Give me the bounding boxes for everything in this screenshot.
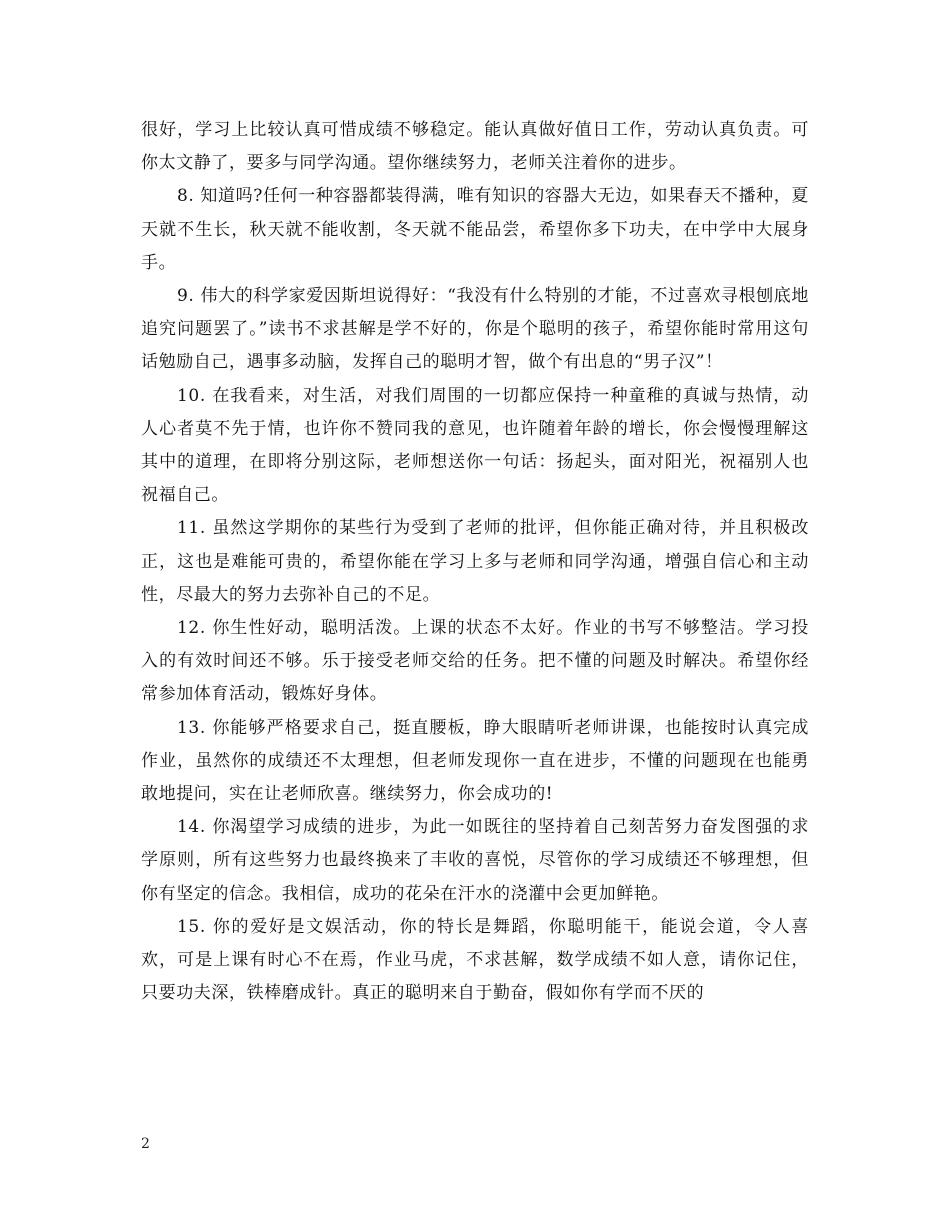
paragraph-item-14: 14. 你渴望学习成绩的进步，为此一如既往的坚持着自己刻苦努力奋发图强的求学原则，所有这些努力也最终换来了丰收的喜悦，尽管你的学习成绩还不够理想，但你有坚定的信念。我相信，成功的花朵在汗水的浇灌中会更加鲜艳。 [141, 817, 809, 904]
paragraph-item-11: 11. 虽然这学期你的某些行为受到了老师的批评，但你能正确对待，并且积极改正，这也是难能可贵的，希望你能在学习上多与老师和同学沟通，增强自信心和主动性，尽最大的努力去弥补自己的不足。 [141, 518, 809, 605]
paragraph-item-9: 9. 伟大的科学家爱因斯坦说得好：“我没有什么特别的才能，不过喜欢寻根刨底地追究问题罢了。”读书不求甚解是学不好的，你是个聪明的孩子，希望你能时常用这句话勉励自己，遇事多动脑，发挥自己的聪明才智，做个有出息的“男子汉”！ [141, 286, 809, 373]
paragraph-continuation: 很好，学习上比较认真可惜成绩不够稳定。能认真做好值日工作，劳动认真负责。可你太文静了，要多与同学沟通。望你继续努力，老师关注着你的进步。 [141, 120, 809, 174]
paragraph-item-15: 15. 你的爱好是文娱活动，你的特长是舞蹈，你聪明能干，能说会道，令人喜欢，可是上课有时心不在焉，作业马虎，不求甚解，数学成绩不如人意，请你记住，只要功夫深，铁棒磨成针。真正的聪明来自于勤奋，假如你有学而不厌的 [141, 916, 809, 1004]
paragraph-item-8: 8. 知道吗?任何一种容器都装得满，唯有知识的容器大无边，如果春天不播种，夏天就不生长，秋天就不能收割，冬天就不能品尝，希望你多下功夫，在中学中大展身手。 [141, 186, 809, 273]
paragraph-item-12: 12. 你生性好动，聪明活泼。上课的状态不太好。作业的书写不够整洁。学习投入的有效时间还不够。乐于接受老师交给的任务。把不懂的问题及时解决。希望你经常参加体育活动，锻炼好身体。 [141, 618, 809, 705]
document-body [141, 114, 809, 1010]
paragraph-item-10: 10. 在我看来，对生活，对我们周围的一切都应保持一种童稚的真诚与热情，动人心者莫不先于情，也许你不赞同我的意见，也许随着年龄的增长，你会慢慢理解这其中的道理，在即将分别这际，老师想送你一句话：扬起头，面对阳光，祝福别人也祝福自己。 [141, 385, 809, 506]
page-number: 2 [141, 1136, 150, 1152]
paragraph-item-13: 13. 你能够严格要求自己，挺直腰板，睁大眼睛听老师讲课，也能按时认真完成作业，虽然你的成绩还不太理想，但老师发现你一直在进步，不懂的问题现在也能勇敢地提问，实在让老师欣喜。继续努力，你会成功的! [141, 717, 809, 805]
